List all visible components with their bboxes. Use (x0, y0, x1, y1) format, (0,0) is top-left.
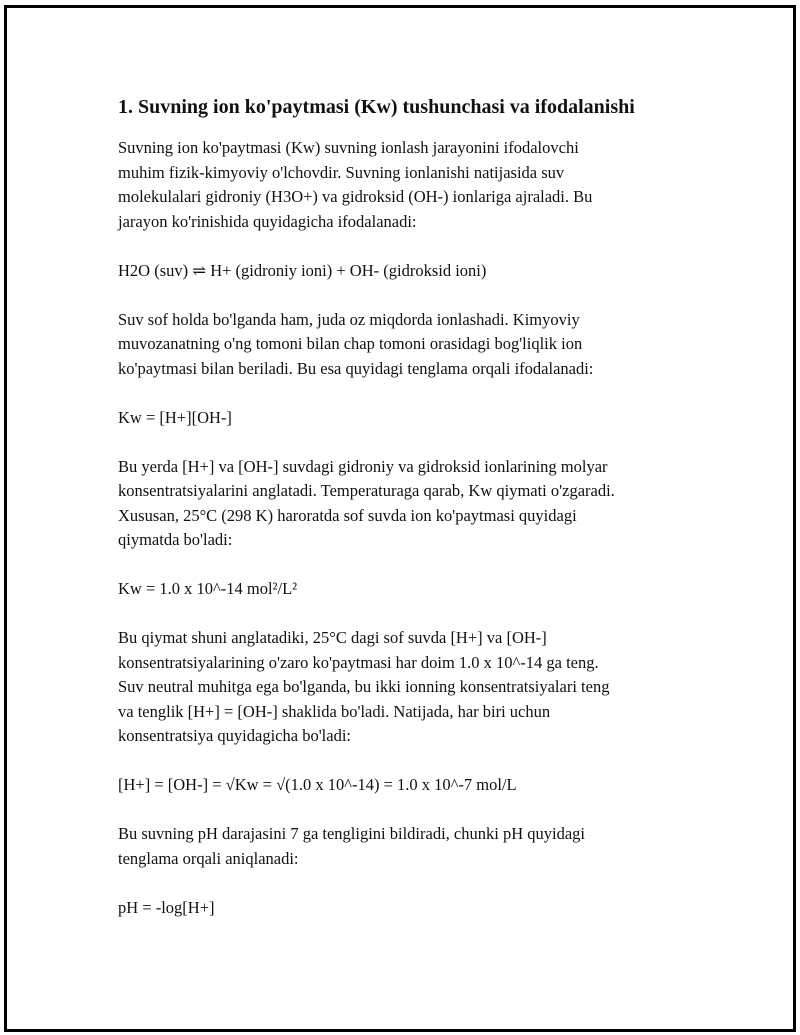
equation-line: Kw = [H+][OH-] (118, 407, 232, 427)
equation-line: Kw = 1.0 x 10^-14 mol²/L² (118, 579, 298, 598)
text-line: Bu suvning pH darajasini 7 ga tengligini bildiradi, chunki pH quyidagi (118, 824, 585, 843)
text-line: Xususan, 25°C (298 K) haroratda sof suvda ion ko'paytmasi quyidagi (118, 505, 577, 525)
text-line: molekulalari gidroniy (H3O+) va gidroksid (OH-) ionlariga ajraladi. Bu (118, 187, 593, 206)
text-line: Suv sof holda bo'lganda ham, juda oz miqdorda ionlashadi. Kimyoviy (118, 309, 580, 329)
equation-line: pH = -log[H+] (118, 897, 215, 917)
equation-kw-value (118, 577, 698, 602)
paragraph-neutral (118, 626, 698, 749)
text-line: Suv neutral muhitga ega bo'lganda, bu ikki ionning konsentratsiyalari teng (118, 677, 610, 696)
text-line: konsentratsiyalarini anglatadi. Temperaturaga qarab, Kw qiymati o'zgaradi. (118, 481, 615, 500)
text-line: muhim fizik-kimyoviy o'lchovdir. Suvning ionlanishi natijasida suv (118, 162, 565, 182)
equation-line: [H+] = [OH-] = √Kw = √(1.0 x 10^-14) = 1.0 x 10^-7 mol/L (118, 775, 517, 794)
paragraph-ph (118, 822, 698, 871)
equation-line: H2O (suv) ⇌ H+ (gidroniy ioni) + OH- (gidroksid ioni) (118, 260, 487, 280)
text-line: va tenglik [H+] = [OH-] shaklida bo'ladi. Natijada, har biri uchun (118, 701, 551, 721)
document-body (118, 94, 698, 945)
equation-h-concentration (118, 773, 698, 798)
text-line: muvozanatning o'ng tomoni bilan chap tomoni orasidagi bog'liqlik ion (118, 334, 583, 353)
text-line: Suvning ion ko'paytmasi (Kw) suvning ionlash jarayonini ifodalovchi (118, 138, 579, 157)
text-line: qiymatda bo'ladi: (118, 530, 233, 549)
text-line: konsentratsiyalarining o'zaro ko'paytmasi har doim 1.0 x 10^-14 ga teng. (118, 652, 599, 672)
equation-kw (118, 406, 698, 431)
text-line: tenglama orqali aniqlanadi: (118, 848, 299, 868)
equation-ph (118, 896, 698, 921)
paragraph-intro (118, 136, 698, 234)
section-heading: 1. Suvning ion ko'paytmasi (Kw) tushunchasi va ifodalanishi (118, 96, 635, 118)
equation-ionization (118, 259, 698, 284)
text-line: Bu qiymat shuni anglatadiki, 25°C dagi sof suvda [H+] va [OH-] (118, 628, 547, 647)
text-line: jarayon ko'rinishida quyidagicha ifodalanadi: (118, 211, 417, 231)
paragraph-equilibrium (118, 308, 698, 382)
paragraph-concentrations (118, 455, 698, 553)
text-line: Bu yerda [H+] va [OH-] suvdagi gidroniy va gidroksid ionlarining molyar (118, 456, 608, 476)
text-line: konsentratsiya quyidagicha bo'ladi: (118, 726, 351, 745)
text-line: ko'paytmasi bilan beriladi. Bu esa quyidagi tenglama orqali ifodalanadi: (118, 358, 594, 378)
